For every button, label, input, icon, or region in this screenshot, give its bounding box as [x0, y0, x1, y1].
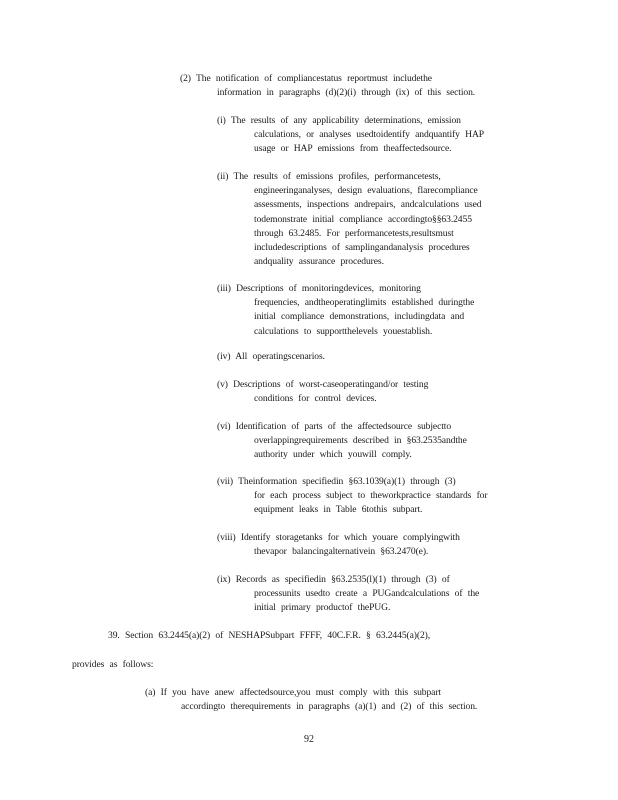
text-line: 39. Section 63.2445(a)(2) of NESHAPSubpart FFFF, 40C.F.R. § 63.2445(a)(2), [108, 630, 431, 641]
text-line: through 63.2485. For performancetests,resultsmust [254, 227, 454, 239]
text-line: assessments, inspections andrepairs, andcalculations used [254, 199, 482, 211]
text-line: processunits usedto create a PUGandcalculations of the [254, 588, 480, 600]
list-item [217, 475, 487, 518]
text-line: (ii) The results of emissions profiles, performancetests, [217, 171, 441, 182]
text-line: todemonstrate initial compliance accordingto§§63.2455 [254, 213, 472, 225]
text-line: equipment leaks in Table 6tothis subpart. [254, 504, 423, 516]
text-line: conditions for control devices. [254, 393, 377, 405]
text-line: provides as follows: [72, 659, 154, 670]
text-line: includedescriptions of samplingandanalysis procedures [254, 242, 470, 254]
text-line: for each process subject to theworkpractice standards for [254, 490, 488, 502]
list-item [217, 531, 460, 559]
text-line: initial primary productof thePUG. [254, 602, 391, 614]
list-item [217, 378, 428, 406]
numbered-paragraph [108, 629, 430, 643]
list-item [217, 573, 479, 616]
text-line: (iii) Descriptions of monitoringdevices, monitoring [217, 283, 421, 294]
text-line: engineeringanalyses, design evaluations, flarecompliance [254, 185, 478, 197]
text-line: (vi) Identification of parts of the affectedsource subjectto [217, 421, 452, 432]
text-line: usage or HAP emissions from theaffectedsource. [254, 143, 452, 155]
list-item [217, 114, 484, 157]
list-item [217, 420, 467, 463]
page-number: 92 [304, 734, 314, 745]
text-line: (a) If you have anew affectedsource,you must comply with this subpart [145, 687, 441, 698]
text-line: information in paragraphs (d)(2)(i) through (ix) of this section. [217, 87, 476, 99]
paragraph-continuation [72, 658, 153, 672]
text-line: initial compliance demonstrations, includingdata and [254, 311, 465, 323]
text-line: (ix) Records as specifiedin §63.2535(l)(1) through (3) of [217, 574, 450, 585]
text-line: overlappingrequirements described in §63.2535andthe [254, 435, 467, 447]
block-quote [145, 686, 477, 714]
text-line: (i) The results of any applicability determinations, emission [217, 115, 461, 126]
text-line: (v) Descriptions of worst-caseoperatingand/or testing [217, 379, 429, 390]
text-line: authority under which youwill comply. [254, 449, 412, 461]
text-line: (2) The notification of compliancestatus reportmust includethe [180, 73, 432, 84]
list-item [217, 350, 325, 364]
text-line: calculations, or analyses usedtoidentify andquantify HAP [254, 129, 485, 141]
list-item [217, 170, 481, 269]
text-line: andquality assurance procedures. [254, 256, 384, 268]
text-line: (viii) Identify storagetanks for which youare complyingwith [217, 532, 460, 543]
text-line: (vii) Theinformation specifiedin §63.1039(a)(1) through (3) [217, 476, 456, 487]
paragraph-2 [180, 72, 475, 100]
text-line: thevapor balancingalternativein §63.2470(e). [254, 546, 429, 558]
text-line: frequencies, andtheoperatinglimits established duringthe [254, 297, 475, 309]
text-line: (iv) All operatingscenarios. [217, 351, 325, 362]
text-line: calculations to supportthelevels youestablish. [254, 325, 433, 337]
text-line: accordingto therequirements in paragraphs (a)(1) and (2) of this section. [181, 701, 478, 713]
list-item [217, 282, 474, 339]
